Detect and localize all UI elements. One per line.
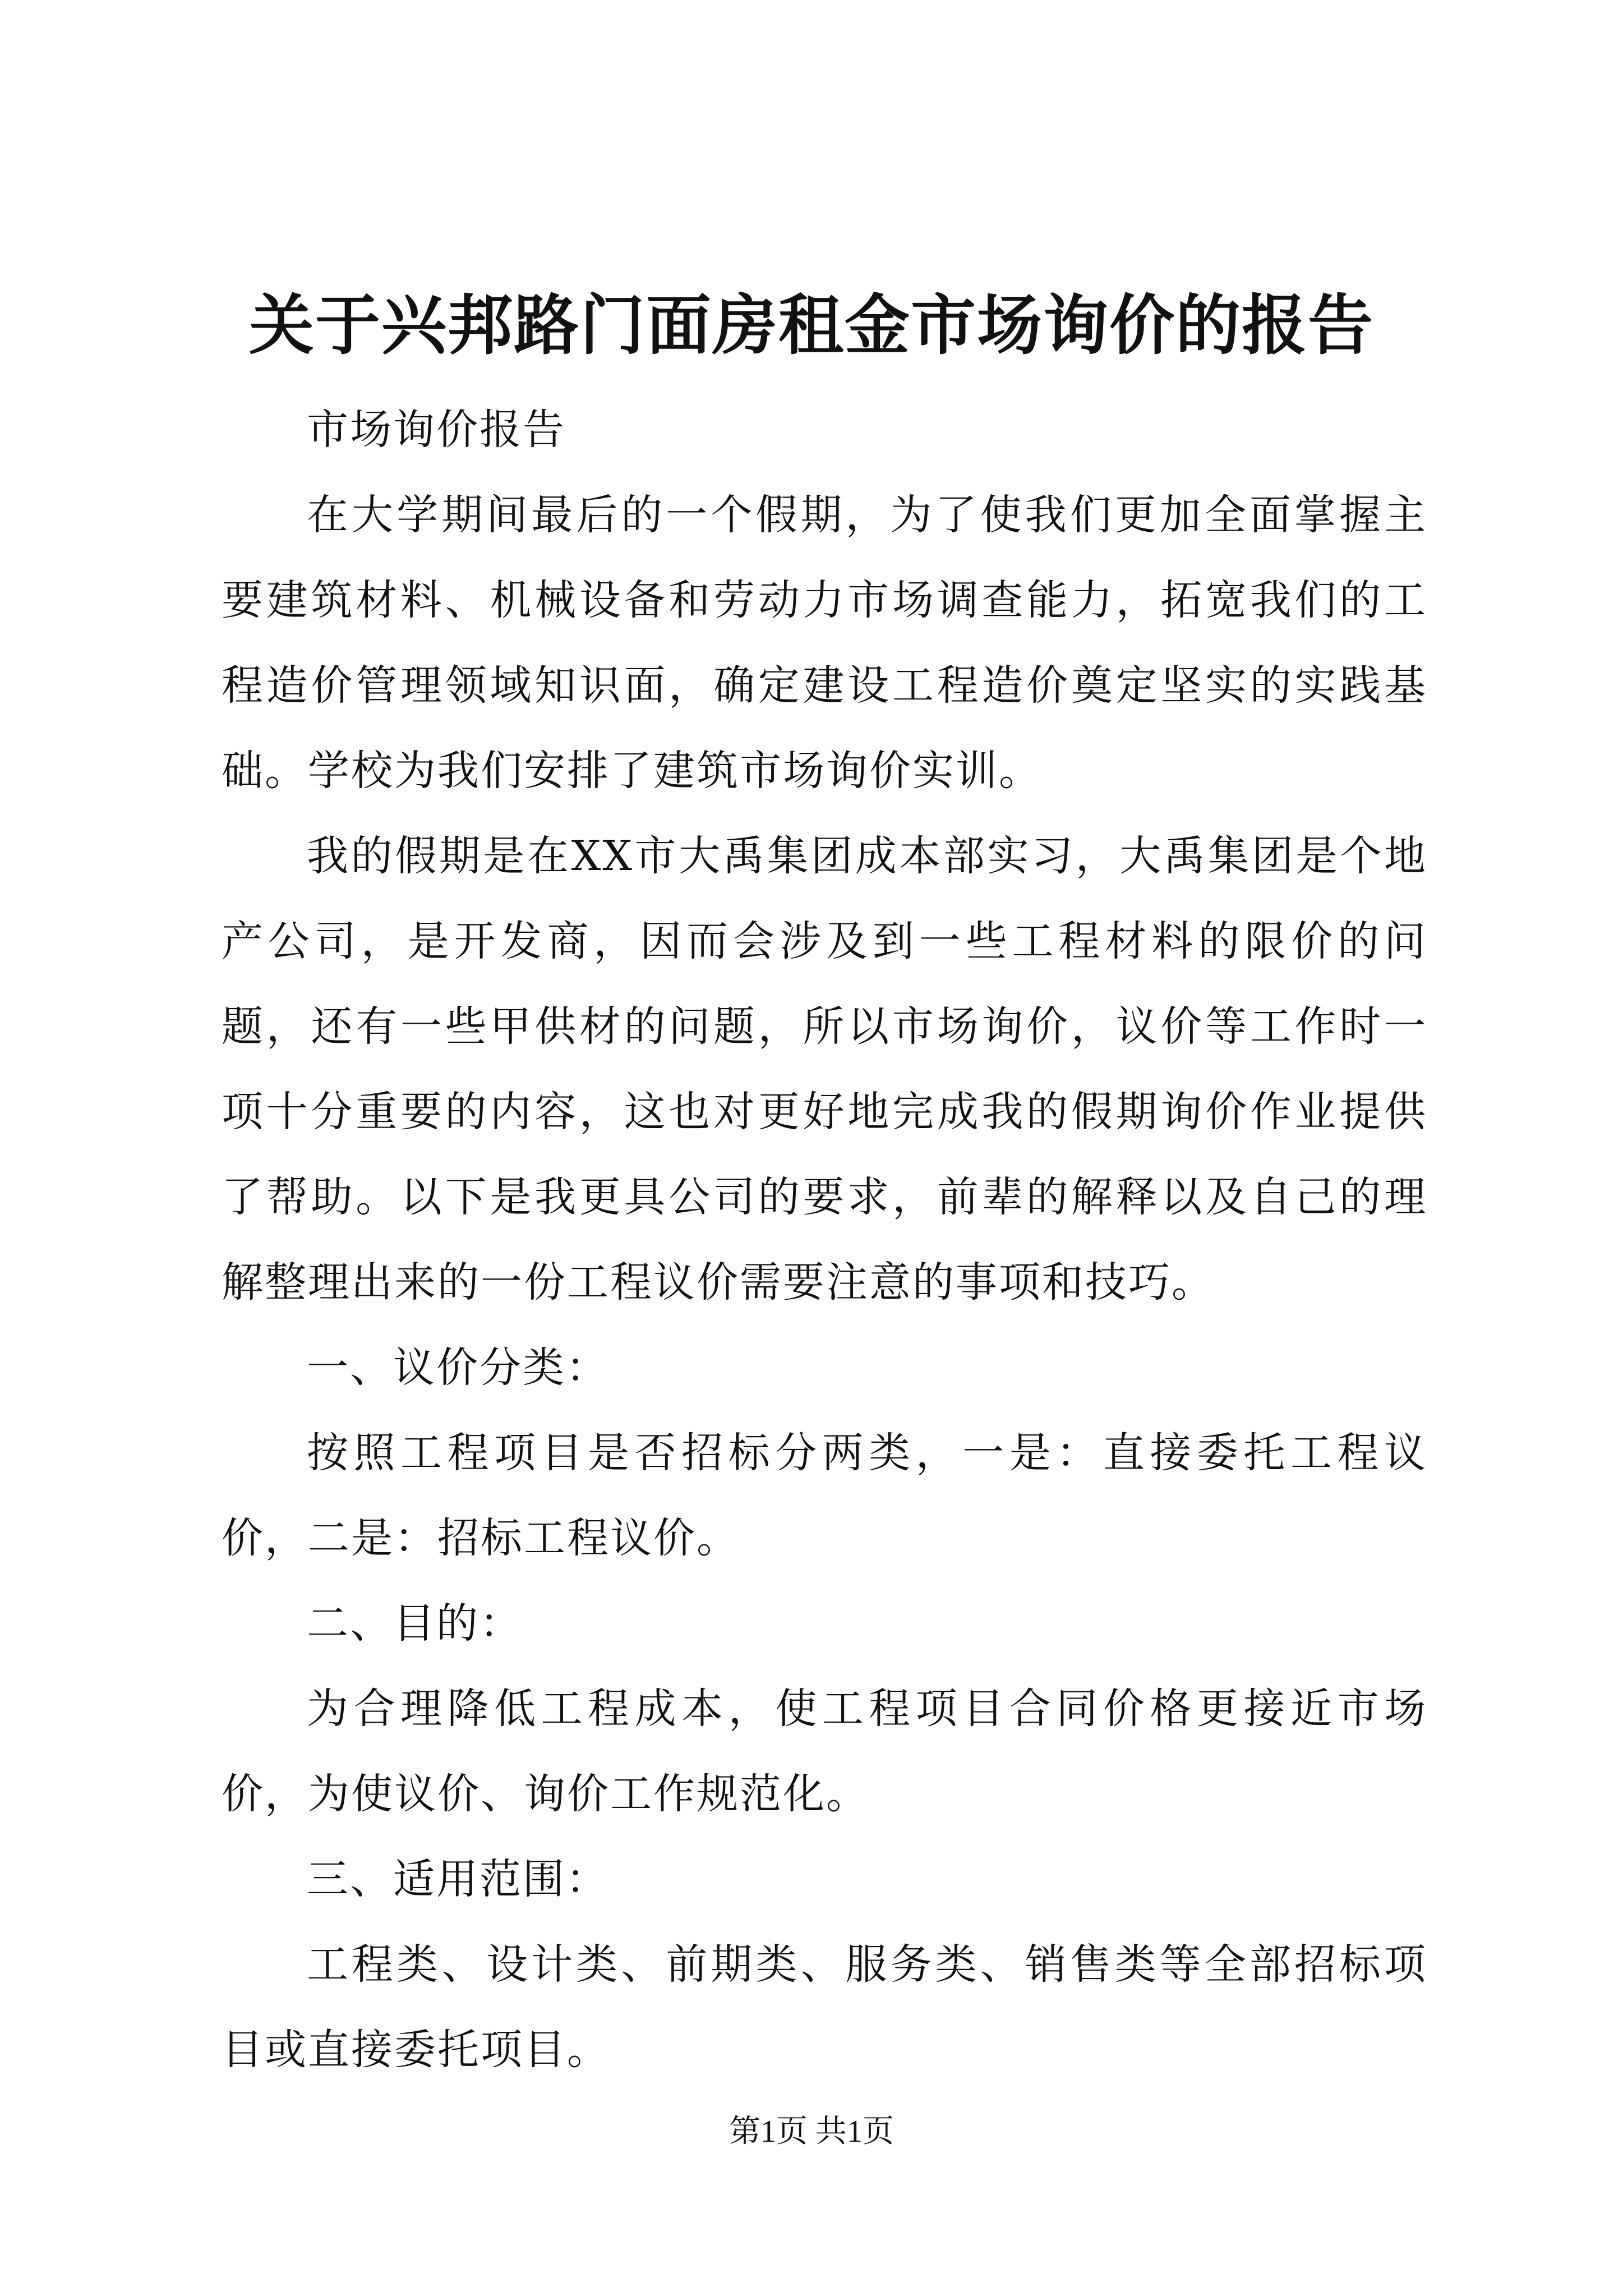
section-heading-purpose: 二、目的：	[307, 1599, 523, 1648]
document-title: 关于兴邦路门面房租金市场询价的报告	[249, 287, 1374, 364]
paragraph-scope: 工程类、设计类、前期类、服务类、销售类等全部招标项目或直接委托项目。	[222, 1940, 1427, 2074]
page-footer: 第1页 共1页	[729, 2114, 894, 2149]
section-heading-classification: 一、议价分类：	[307, 1343, 609, 1392]
paragraph-internship: 我的假期是在XX市大禹集团成本部实习，大禹集团是个地产公司，是开发商，因而会涉及到一些工程材料的限价的问题，还有一些甲供材的问题，所以市场询价，议价等工作时一项十分重要的内容，这也对更好地完成我的假期询价作业提供了帮助。以下是我更具公司的要求，前辈的解释以及自己的理解整理出来的一份工程议价需要注意的事项和技巧。	[222, 832, 1427, 1306]
paragraph-subtitle: 市场询价报告	[307, 406, 566, 454]
paragraph-classification: 按照工程项目是否招标分两类，一是：直接委托工程议价，二是：招标工程议价。	[222, 1429, 1427, 1562]
section-heading-scope: 三、适用范围：	[307, 1855, 609, 1903]
paragraph-purpose: 为合理降低工程成本，使工程项目合同价格更接近市场价，为使议价、询价工作规范化。	[222, 1685, 1427, 1818]
document-body	[222, 387, 1427, 2092]
paragraph-intro: 在大学期间最后的一个假期，为了使我们更加全面掌握主要建筑材料、机械设备和劳动力市场调查能力，拓宽我们的工程造价管理领域知识面，确定建设工程造价奠定坚实的实践基础。学校为我们安排了建筑市场询价实训。	[222, 491, 1427, 795]
